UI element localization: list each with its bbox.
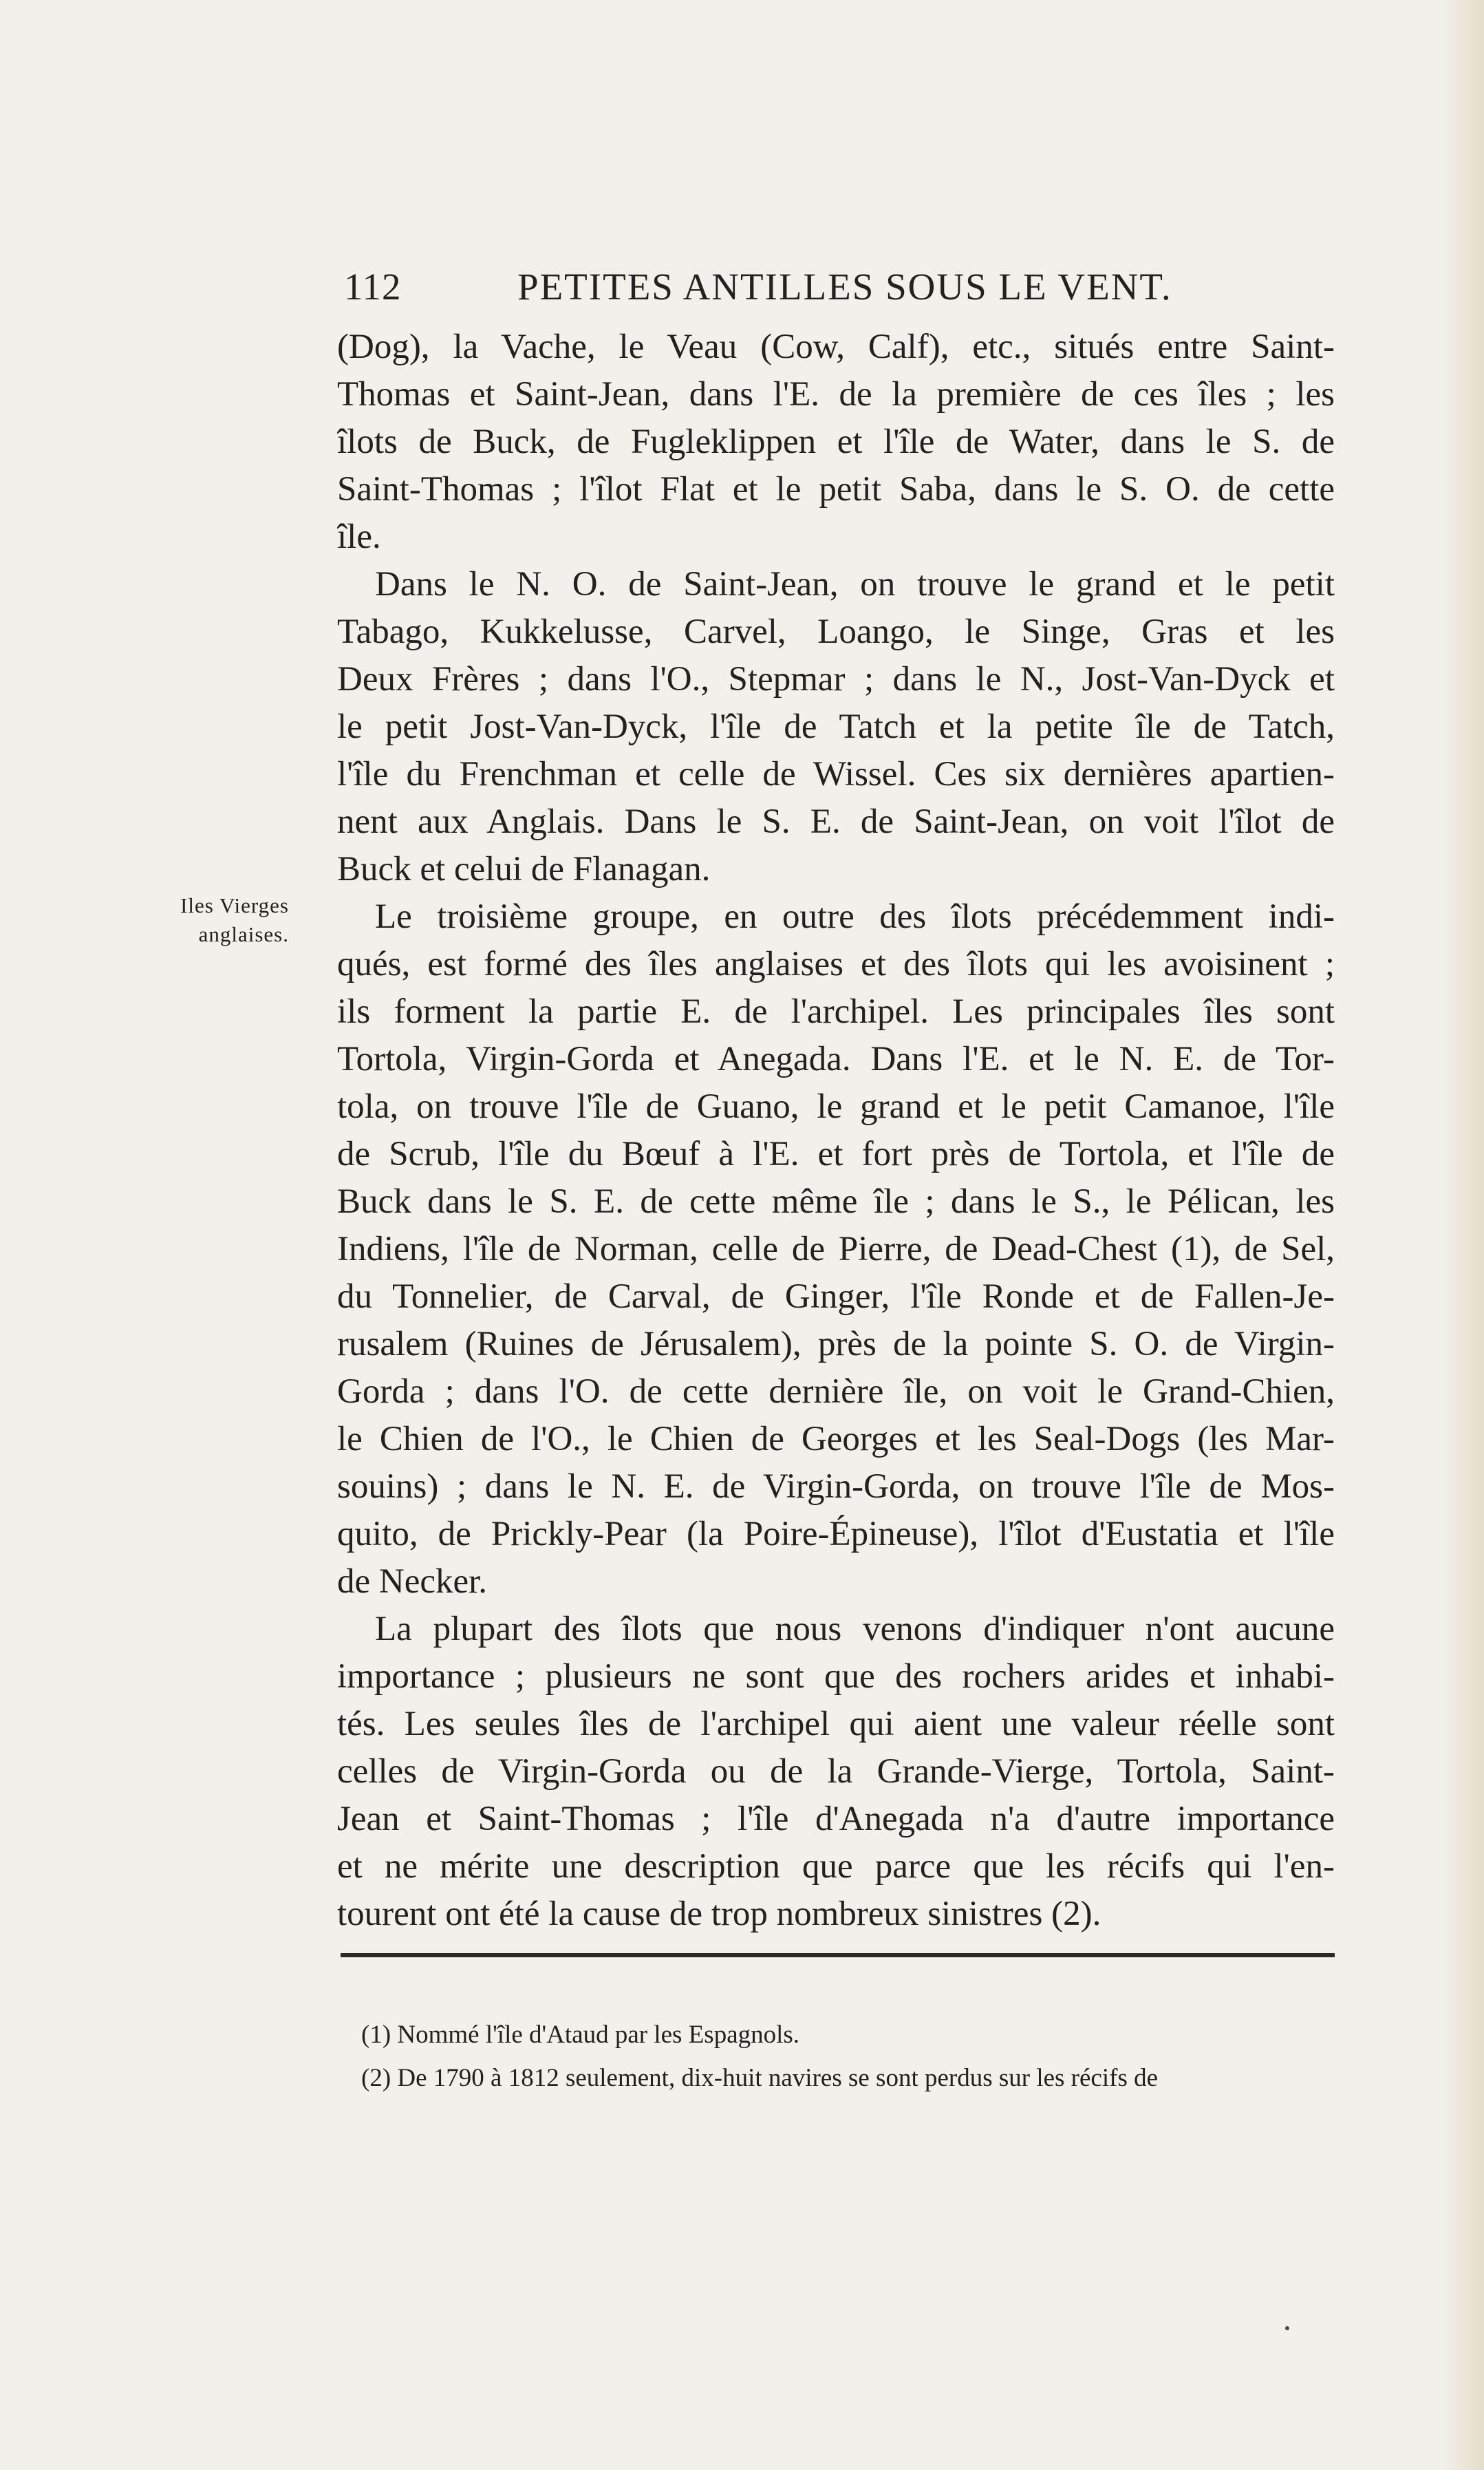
margin-note-line: Iles Vierges: [180, 893, 289, 917]
text-line: ils forment la partie E. de l'archipel. Les principales îles sont: [337, 992, 1335, 1031]
text-line: Saint-Thomas ; l'îlot Flat et le petit Saba, dans le S. O. de cette: [337, 470, 1335, 509]
text-line: tola, on trouve l'île de Guano, le grand et le petit Camanoe, l'île: [337, 1087, 1335, 1126]
text-line: de Necker.: [337, 1562, 488, 1601]
page-header: [337, 258, 1335, 313]
text-line: souins) ; dans le N. E. de Virgin-Gorda, on trouve l'île de Mos-: [337, 1467, 1335, 1506]
text-line: Buck dans le S. E. de cette même île ; dans le S., le Pélican, les: [337, 1182, 1335, 1221]
text-line: Jean et Saint-Thomas ; l'île d'Anegada n'a d'autre importance: [337, 1800, 1335, 1838]
text-line: îlots de Buck, de Fugleklippen et l'île de Water, dans le S. de: [337, 423, 1335, 461]
text-line: La plupart des îlots que nous venons d'indiquer n'ont aucune: [375, 1610, 1335, 1648]
footnote: (1) Nommé l'île d'Ataud par les Espagnols.: [361, 2021, 800, 2049]
text-line: rusalem (Ruines de Jérusalem), près de la pointe S. O. de Virgin-: [337, 1325, 1335, 1363]
text-line: de Scrub, l'île du Bœuf à l'E. et fort près de Tortola, et l'île de: [337, 1135, 1335, 1173]
ink-speck: [1285, 2326, 1289, 2330]
text-line: et ne mérite une description que parce que les récifs qui l'en-: [337, 1847, 1335, 1886]
page-edge-shadow: [1443, 0, 1484, 2470]
text-line: nent aux Anglais. Dans le S. E. de Saint-Jean, on voit l'îlot de: [337, 802, 1335, 841]
margin-note: [96, 891, 289, 949]
text-line: île.: [337, 518, 381, 556]
text-line: l'île du Frenchman et celle de Wissel. Ces six dernières apartien-: [337, 755, 1335, 794]
text-line: Deux Frères ; dans l'O., Stepmar ; dans le N., Jost-Van-Dyck et: [337, 660, 1335, 699]
footnote-rule: [341, 1953, 1335, 1957]
paragraph: [337, 561, 1335, 893]
text-line: du Tonnelier, de Carval, de Ginger, l'île Ronde et de Fallen-Je-: [337, 1277, 1335, 1316]
text-line: tourent ont été la cause de trop nombreux sinistres (2).: [337, 1895, 1101, 1933]
text-line: le Chien de l'O., le Chien de Georges et les Seal-Dogs (les Mar-: [337, 1420, 1335, 1458]
paragraph: [337, 323, 1335, 561]
page-number: 112: [344, 266, 402, 308]
text-line: Le troisième groupe, en outre des îlots précédemment indi-: [375, 897, 1335, 936]
paragraph: [337, 893, 1335, 1606]
text-line: celles de Virgin-Gorda ou de la Grande-Vierge, Tortola, Saint-: [337, 1752, 1335, 1791]
text-line: le petit Jost-Van-Dyck, l'île de Tatch et la petite île de Tatch,: [337, 707, 1335, 746]
text-line: importance ; plusieurs ne sont que des rochers arides et inhabi-: [337, 1657, 1335, 1696]
text-line: Thomas et Saint-Jean, dans l'E. de la première de ces îles ; les: [337, 375, 1335, 414]
text-line: Tortola, Virgin-Gorda et Anegada. Dans l'E. et le N. E. de Tor-: [337, 1040, 1335, 1078]
text-line: quito, de Prickly-Pear (la Poire-Épineuse), l'îlot d'Eustatia et l'île: [337, 1515, 1335, 1553]
text-line: Indiens, l'île de Norman, celle de Pierre, de Dead-Chest (1), de Sel,: [337, 1230, 1335, 1268]
running-title: PETITES ANTILLES SOUS LE VENT.: [517, 266, 1172, 308]
margin-note-line: anglaises.: [198, 922, 289, 946]
text-line: tés. Les seules îles de l'archipel qui aient une valeur réelle sont: [337, 1705, 1335, 1743]
text-line: qués, est formé des îles anglaises et des îlots qui les avoisinent ;: [337, 945, 1335, 983]
text-line: Dans le N. O. de Saint-Jean, on trouve le grand et le petit: [375, 565, 1335, 604]
footnote: (2) De 1790 à 1812 seulement, dix-huit navires se sont perdus sur les récifs de: [361, 2064, 1159, 2092]
text-line: Buck et celui de Flanagan.: [337, 850, 711, 888]
paragraph: [337, 1606, 1335, 1938]
text-line: (Dog), la Vache, le Veau (Cow, Calf), etc., situés entre Saint-: [337, 328, 1335, 366]
text-line: Gorda ; dans l'O. de cette dernière île, on voit le Grand-Chien,: [337, 1372, 1335, 1411]
body-text: [337, 323, 1335, 1938]
footnotes: [361, 2013, 1338, 2100]
text-line: Tabago, Kukkelusse, Carvel, Loango, le Singe, Gras et les: [337, 613, 1335, 651]
